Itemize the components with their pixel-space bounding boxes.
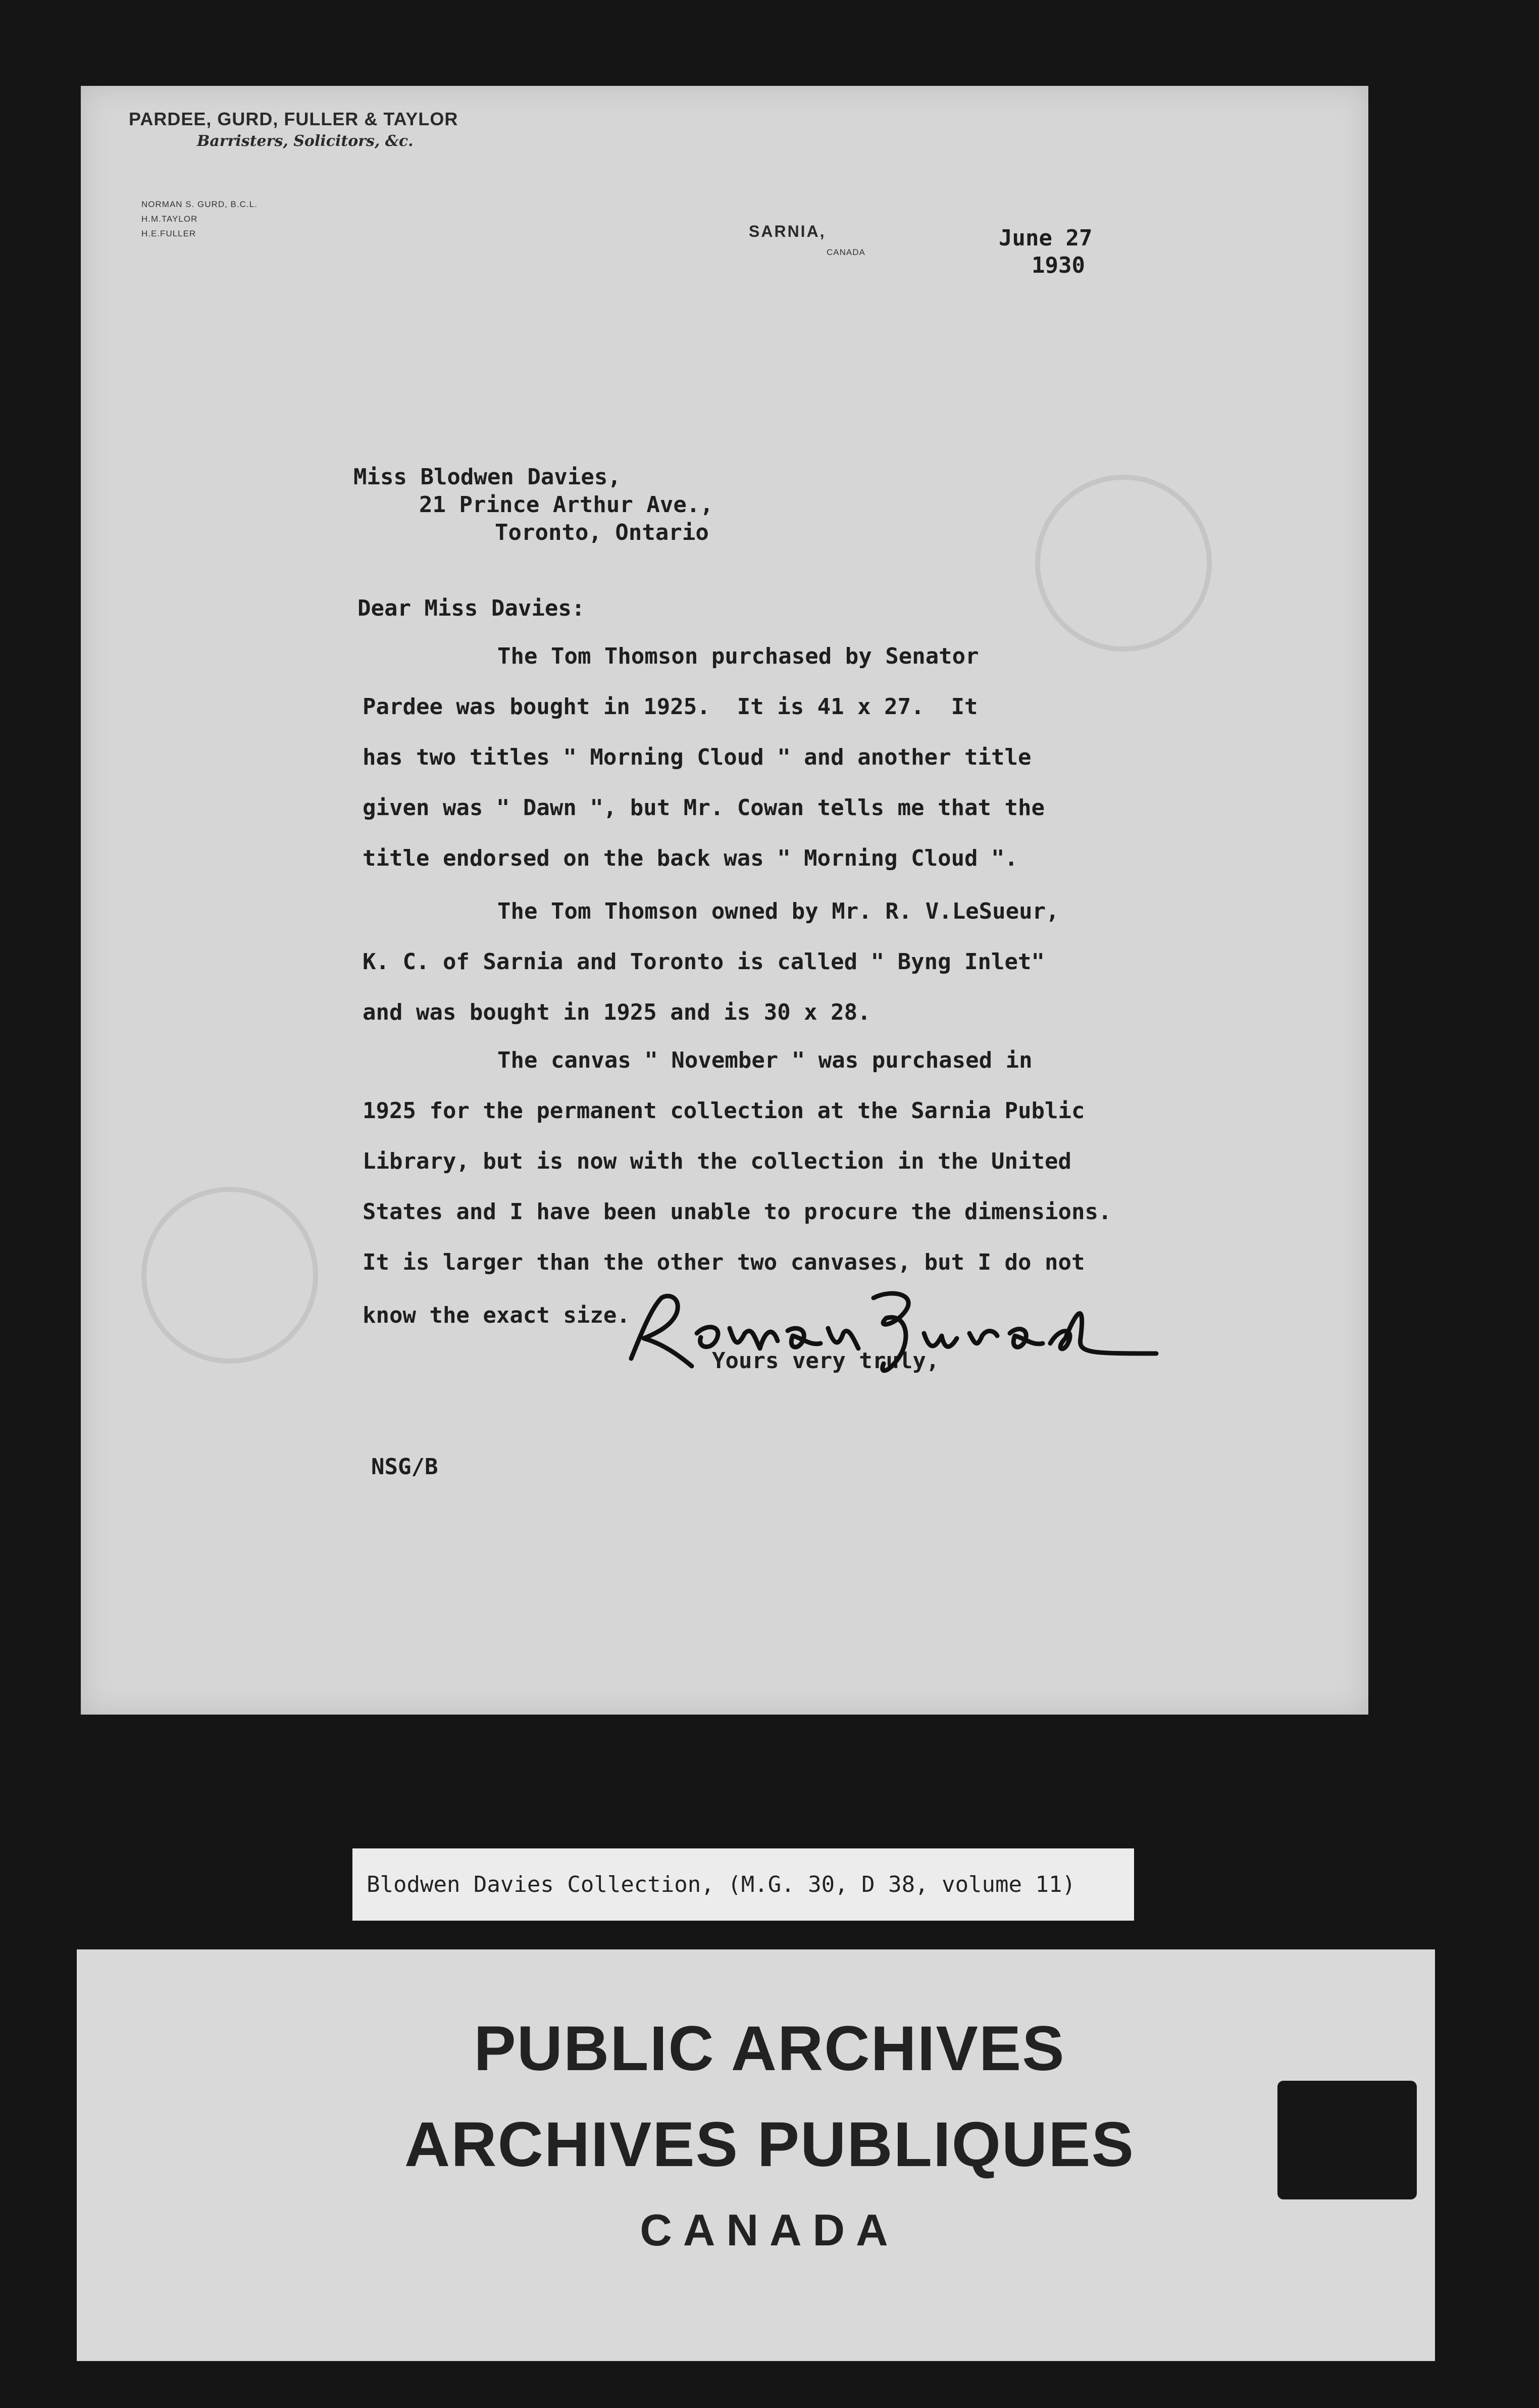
closing: Yours very truly, xyxy=(712,1348,940,1374)
recipient-name: Miss Blodwen Davies, xyxy=(353,464,621,490)
archives-country: CANADA xyxy=(640,2205,899,2255)
handwritten-signature xyxy=(621,1278,1171,1384)
body-line: The Tom Thomson purchased by Senator xyxy=(497,643,979,669)
body-line: It is larger than the other two canvases, but I do not xyxy=(363,1249,1085,1275)
body-line: The Tom Thomson owned by Mr. R. V.LeSueur, xyxy=(497,898,1059,924)
faint-seal-stamp xyxy=(1035,475,1212,651)
salutation: Dear Miss Davies: xyxy=(357,595,585,621)
partner-name: NORMAN S. GURD, B.C.L. xyxy=(141,199,258,209)
body-line: title endorsed on the back was " Morning Cloud ". xyxy=(363,845,1018,871)
archives-title-fr: ARCHIVES PUBLIQUES xyxy=(404,2110,1135,2180)
partner-name: H.M.TAYLOR xyxy=(141,214,198,224)
body-line: States and I have been unable to procure the dimensions. xyxy=(363,1199,1112,1225)
typist-initials: NSG/B xyxy=(371,1454,438,1480)
body-line: Library, but is now with the collection in the United xyxy=(363,1148,1071,1174)
collection-caption-label xyxy=(352,1848,1134,1921)
body-line: The canvas " November " was purchased in xyxy=(497,1047,1033,1073)
archives-title-en: PUBLIC ARCHIVES xyxy=(474,2014,1065,2084)
body-line: and was bought in 1925 and is 30 x 28. xyxy=(363,999,871,1025)
body-line: Pardee was bought in 1925. It is 41 x 27. It xyxy=(363,694,978,720)
letter-date-day: June 27 xyxy=(999,225,1093,251)
recipient-city: Toronto, Ontario xyxy=(495,520,709,545)
letterhead-city: SARNIA, xyxy=(749,222,826,240)
letter-date-year: 1930 xyxy=(1032,253,1085,278)
body-line: 1925 for the permanent collection at the Sarnia Public xyxy=(363,1098,1085,1124)
archive-card-tab xyxy=(1277,2081,1417,2199)
faint-seal-stamp-left xyxy=(141,1187,318,1364)
recipient-street: 21 Prince Arthur Ave., xyxy=(419,492,713,518)
body-line: has two titles " Morning Cloud " and another title xyxy=(363,744,1032,770)
letterhead-country: CANADA xyxy=(827,247,865,257)
collection-caption-text: Blodwen Davies Collection, (M.G. 30, D 38, volume 11) xyxy=(367,1872,1075,1897)
body-line: K. C. of Sarnia and Toronto is called " Byng Inlet" xyxy=(363,949,1045,975)
partner-list xyxy=(141,197,258,241)
body-line: know the exact size. xyxy=(363,1302,630,1328)
firm-subtitle: Barristers, Solicitors, &c. xyxy=(197,132,414,150)
body-line: given was " Dawn ", but Mr. Cowan tells me that the xyxy=(363,795,1045,821)
partner-name: H.E.FULLER xyxy=(141,229,196,238)
firm-name: PARDEE, GURD, FULLER & TAYLOR xyxy=(129,109,458,129)
